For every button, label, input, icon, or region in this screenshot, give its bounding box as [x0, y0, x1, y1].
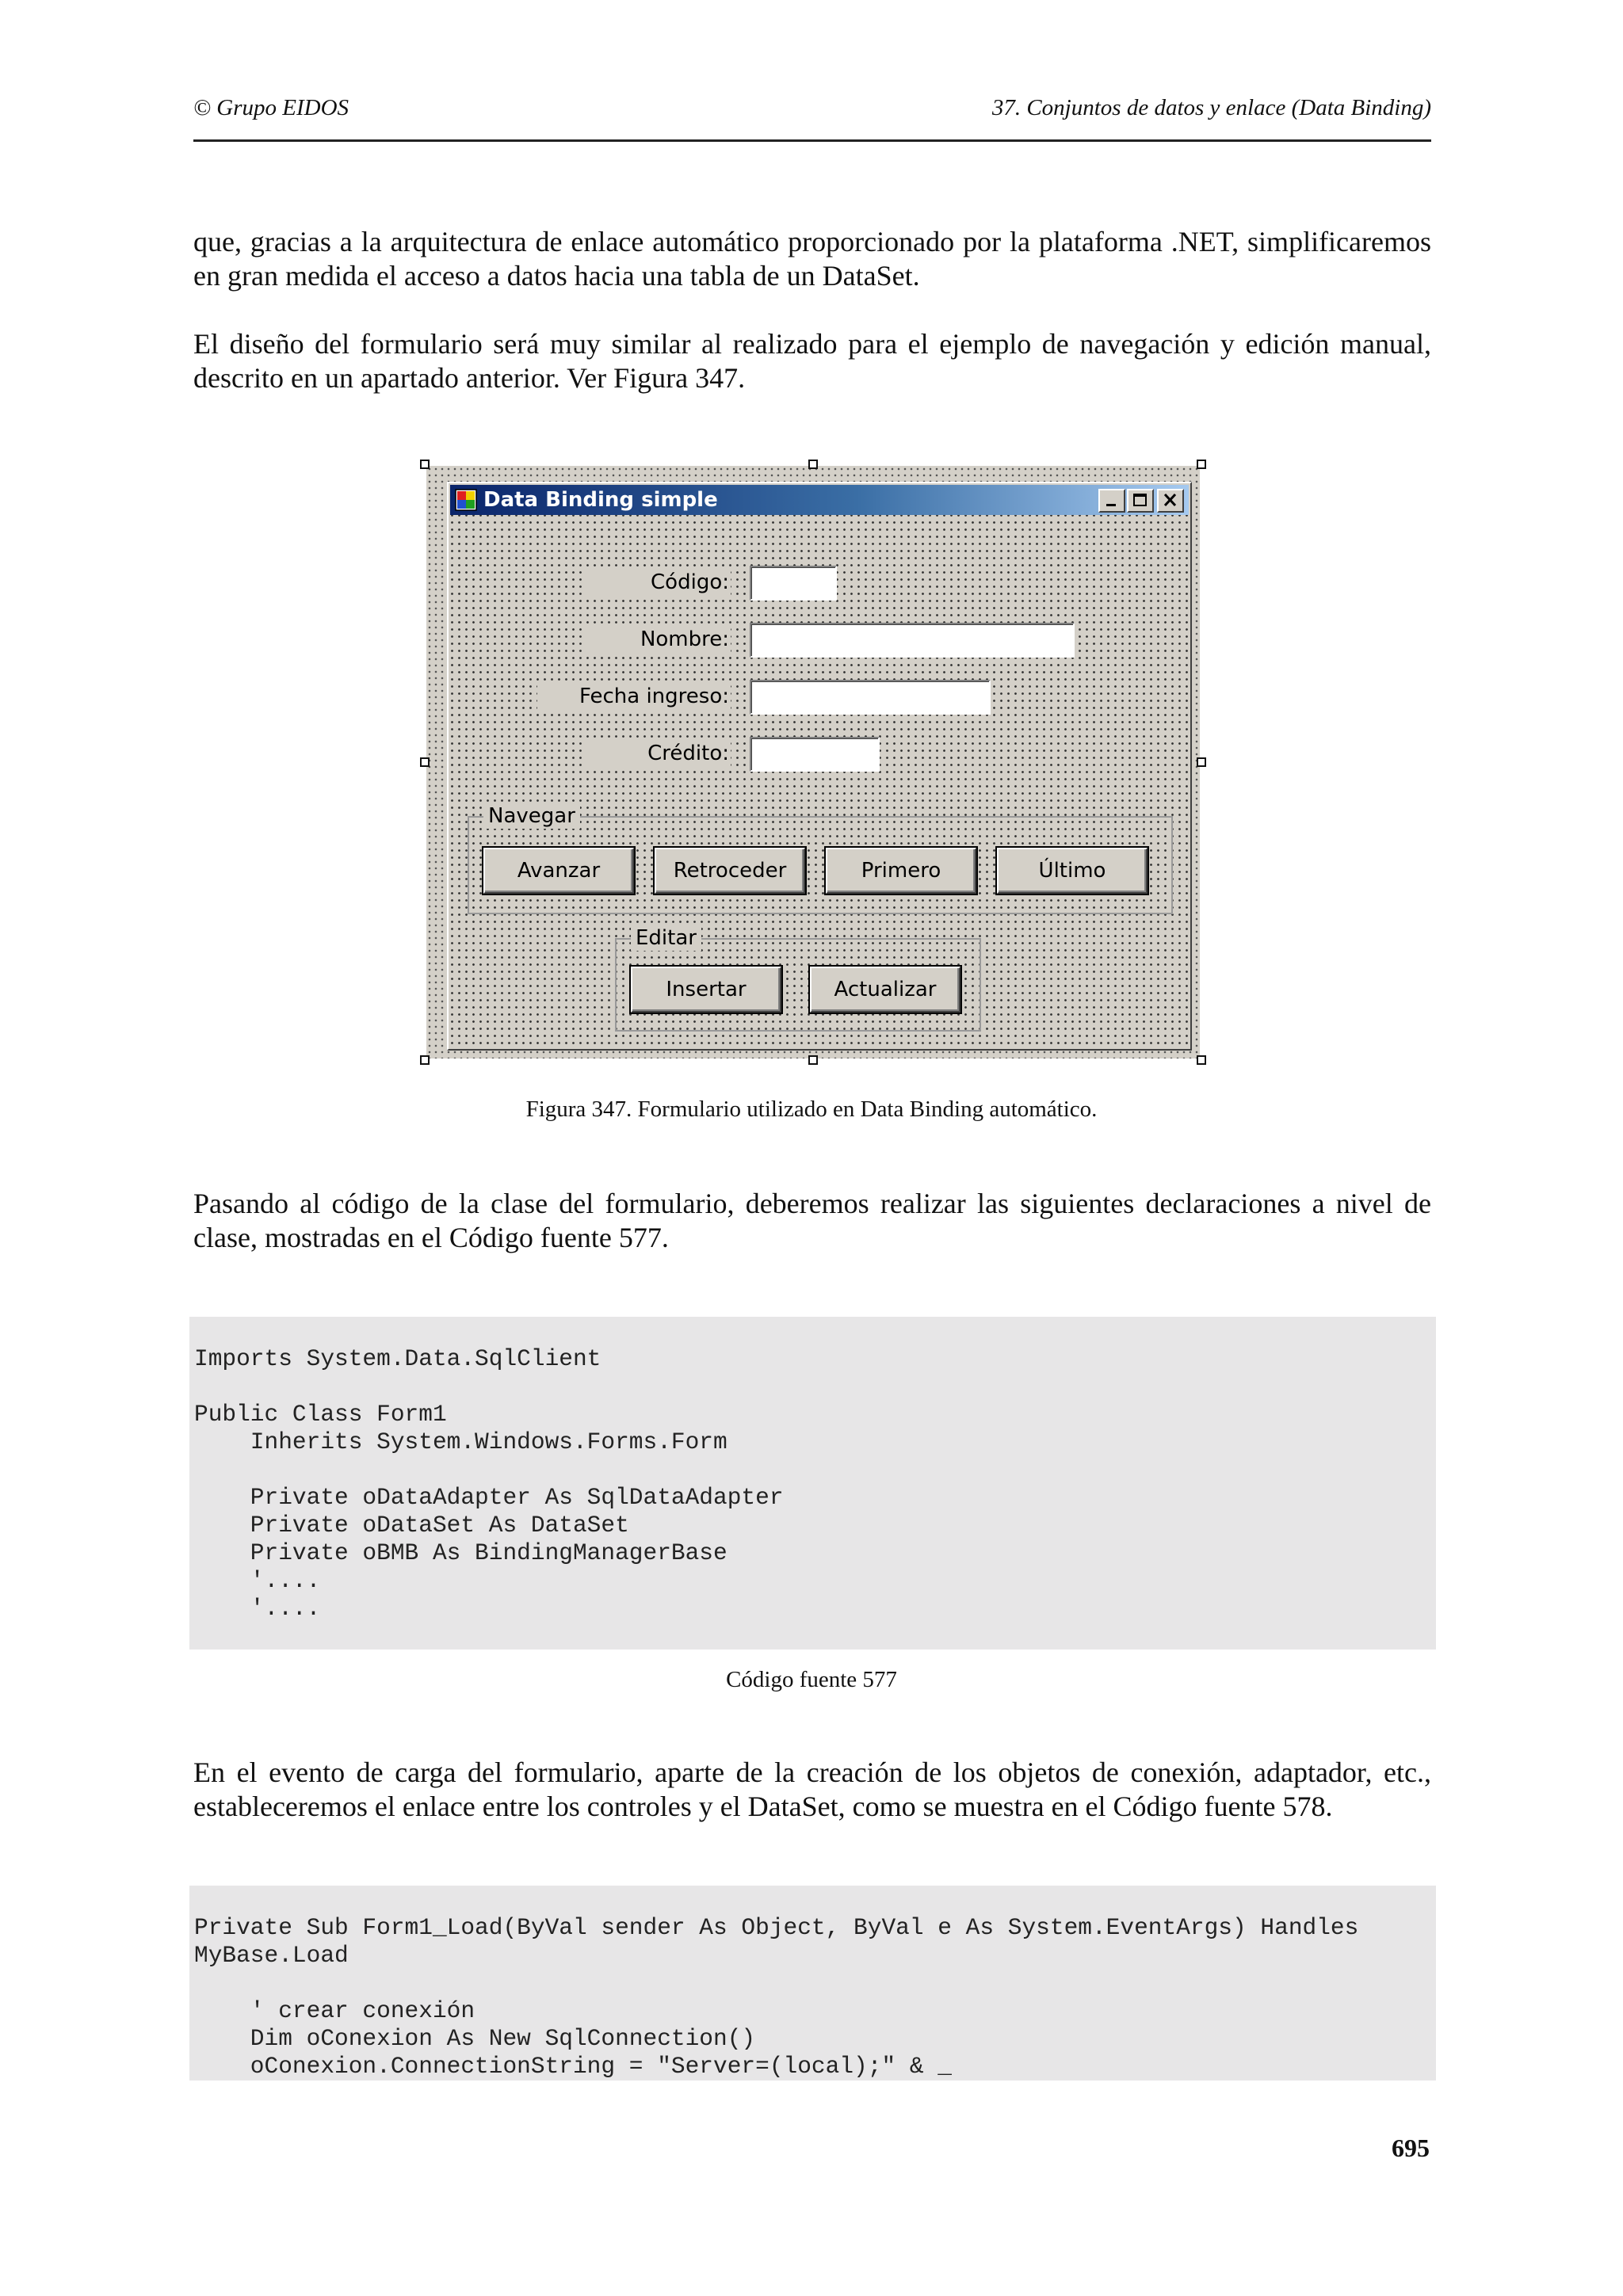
- navegar-group-title: Navegar: [483, 803, 580, 829]
- selection-handle[interactable]: [1197, 757, 1206, 767]
- close-button[interactable]: [1157, 489, 1184, 513]
- selection-handle[interactable]: [420, 1055, 430, 1065]
- selection-handle[interactable]: [1197, 460, 1206, 469]
- page-header: [193, 93, 1431, 142]
- header-publisher: © Grupo EIDOS: [193, 95, 349, 120]
- codigo-textbox[interactable]: [750, 566, 837, 601]
- insertar-button[interactable]: Insertar: [631, 967, 781, 1013]
- actualizar-button[interactable]: Actualizar: [810, 967, 960, 1013]
- maximize-button[interactable]: [1127, 489, 1154, 513]
- window-title: Data Binding simple: [483, 488, 718, 512]
- minimize-button[interactable]: [1098, 489, 1125, 513]
- selection-handle[interactable]: [1197, 1055, 1206, 1065]
- selection-handle[interactable]: [808, 1055, 818, 1065]
- avanzar-button[interactable]: Avanzar: [483, 848, 634, 894]
- code-text: Private Sub Form1_Load(ByVal sender As Object, ByVal e As System.EventArgs) Handles MyBase.Load ' crear conexión Dim oConexion As New SqlConnection() oConexion.ConnectionString = "Server=(local);" & _: [194, 1914, 1359, 2080]
- figure-form-designer: [420, 460, 1206, 1065]
- window-titlebar[interactable]: [450, 485, 1189, 515]
- close-icon: [1159, 490, 1182, 511]
- paragraph-class-declarations: Pasando al código de la clase del formulario, deberemos realizar las siguientes declaraciones a nivel de clase, mostradas en el Código fuente 577.: [193, 1188, 1431, 1253]
- code-caption-577: Código fuente 577: [726, 1667, 897, 1692]
- figure-caption: Figura 347. Formulario utilizado en Data Binding automático.: [525, 1097, 1098, 1122]
- retroceder-button[interactable]: Retroceder: [655, 848, 805, 894]
- paragraph-intro: que, gracias a la arquitectura de enlace automático proporcionado por la plataforma .NET, simplificaremos en gran medida el acceso a datos hacia una tabla de un DataSet.: [193, 226, 1431, 292]
- paragraph-form-design: El diseño del formulario será muy similar al realizado para el ejemplo de navegación y edición manual, descrito en un apartado anterior. Ver Figura 347.: [193, 328, 1431, 394]
- form-window: [447, 482, 1192, 1051]
- code-block-577: [189, 1317, 1436, 1650]
- label-nombre: Nombre:: [585, 626, 731, 653]
- app-icon: [455, 489, 477, 511]
- nombre-textbox[interactable]: [750, 623, 1075, 658]
- selection-handle[interactable]: [420, 460, 430, 469]
- label-codigo: Código:: [585, 569, 731, 596]
- editar-group: [615, 926, 981, 1032]
- primero-button[interactable]: Primero: [826, 848, 976, 894]
- maximize-icon: [1128, 490, 1152, 511]
- credito-textbox[interactable]: [750, 737, 880, 772]
- navegar-group: [468, 804, 1173, 914]
- ultimo-button[interactable]: Último: [997, 848, 1148, 894]
- selection-handle[interactable]: [808, 460, 818, 469]
- code-block-578: [189, 1886, 1436, 2081]
- editar-group-title: Editar: [631, 925, 701, 951]
- paragraph-load-event: En el evento de carga del formulario, aparte de la creación de los objetos de conexión, adaptador, etc., estableceremos el enlace entre los controles y el DataSet, como se muestra en el Código fuente 578.: [193, 1756, 1431, 1822]
- label-credito: Crédito:: [585, 740, 731, 767]
- label-fecha-ingreso: Fecha ingreso:: [537, 683, 731, 710]
- page-number: 695: [1392, 2134, 1430, 2162]
- minimize-icon: [1100, 490, 1124, 511]
- fecha-ingreso-textbox[interactable]: [750, 680, 991, 715]
- selection-handle[interactable]: [420, 757, 430, 767]
- code-text: Imports System.Data.SqlClient Public Class Form1 Inherits System.Windows.Forms.Form Private oDataAdapter As SqlDataAdapter Private oDataSet As DataSet Private oBMB As BindingManagerBase '.... '....: [194, 1345, 784, 1622]
- header-chapter-title: 37. Conjuntos de datos y enlace (Data Binding): [991, 95, 1431, 120]
- designer-surface: [426, 466, 1200, 1058]
